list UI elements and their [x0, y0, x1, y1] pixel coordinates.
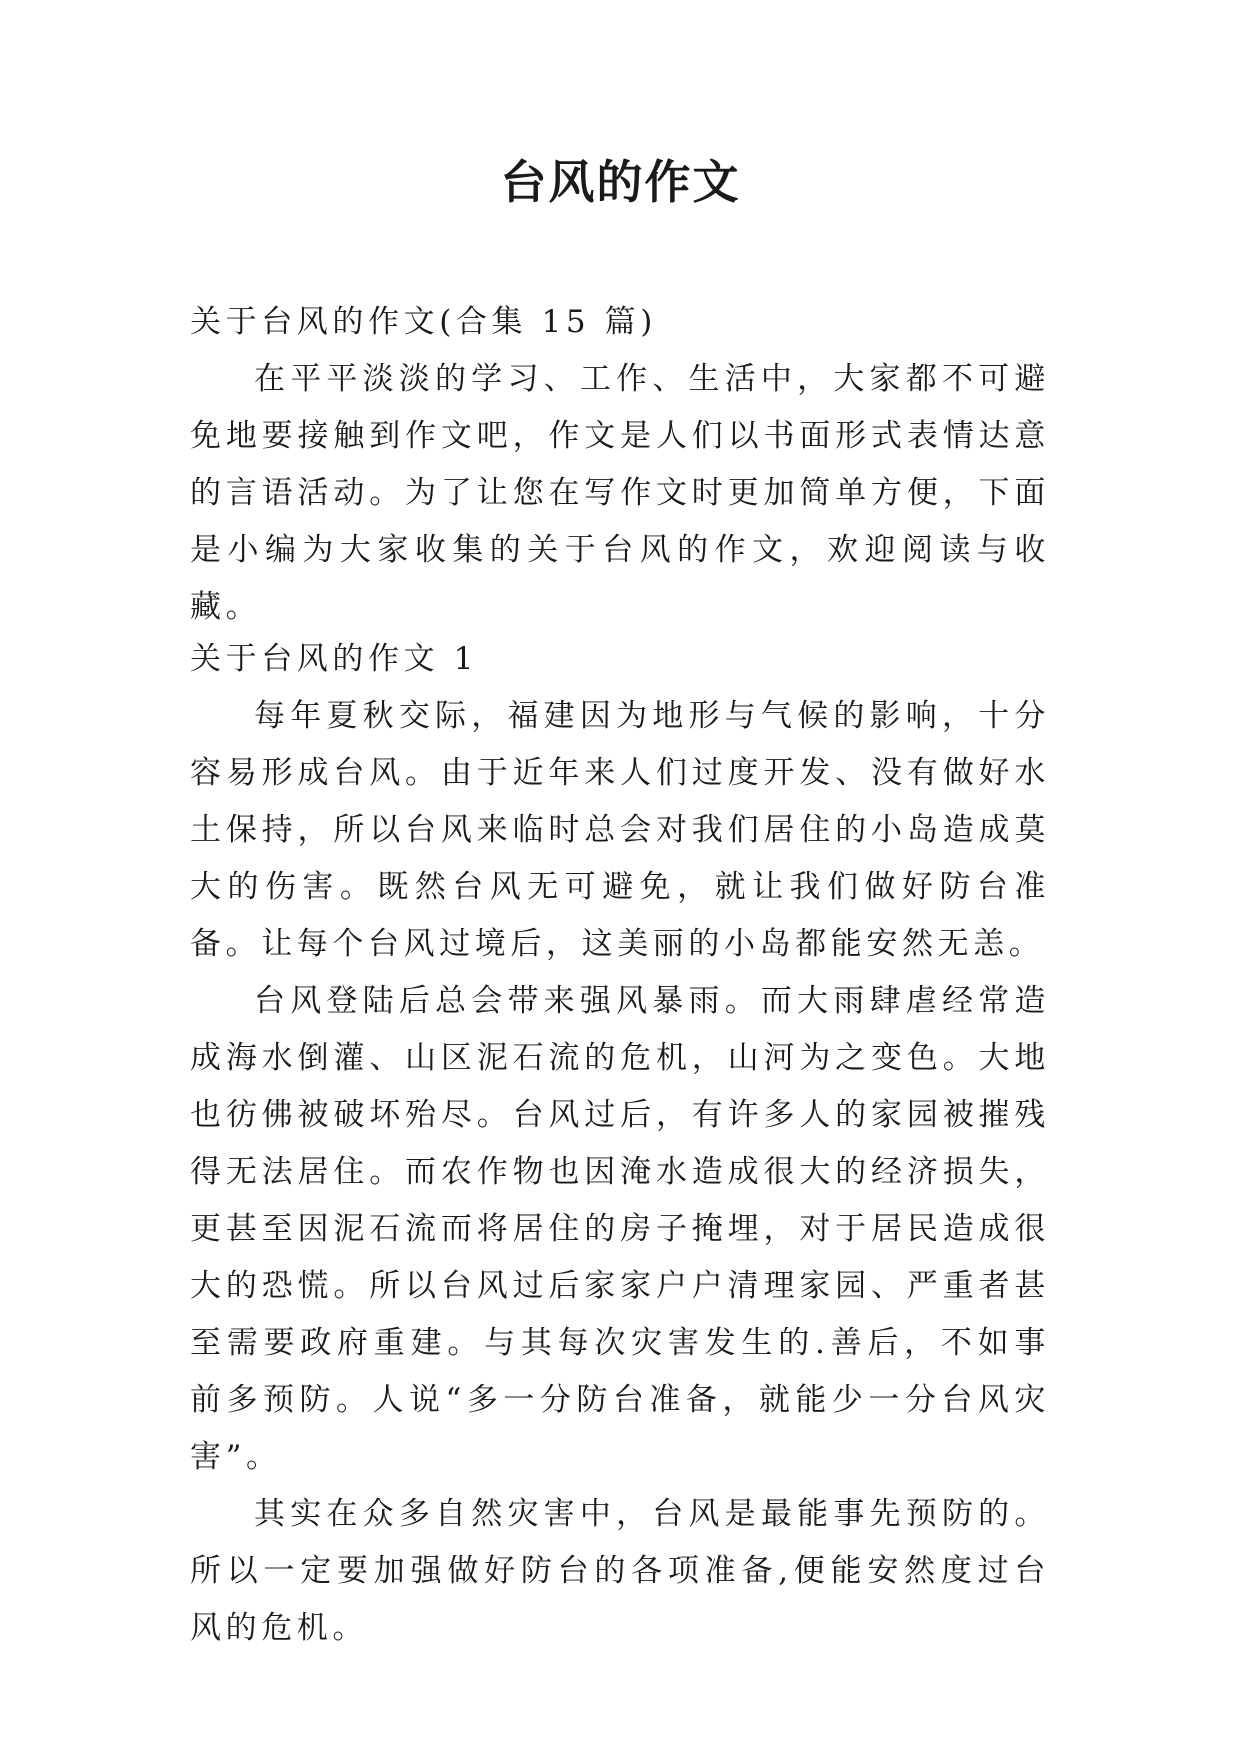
intro-block — [190, 294, 1050, 636]
essay-paragraph: 台风登陆后总会带来强风暴雨。而大雨肆虐经常造成海水倒灌、山区泥石流的危机，山河为之变色。大地也彷佛被破坏殆尽。台风过后，有许多人的家园被摧残得无法居住。而农作物也因淹水造成很大的经济损失，更甚至因泥石流而将居住的房子掩埋，对于居民造成很大的恐慌。所以台风过后家家户户清理家园、严重者甚至需要政府重建。与其每次灾害发生的.善后，不如事前多预防。人说“多一分防台准备，就能少一分台风灾害”。 — [190, 983, 1050, 1475]
essay-paragraph: 其实在众多自然灾害中，台风是最能事先预防的。所以一定要加强做好防台的各项准备,便能安然度过台风的危机。 — [190, 1496, 1050, 1646]
intro-paragraph: 在平平淡淡的学习、工作、生活中，大家都不可避免地要接触到作文吧，作文是人们以书面形式表情达意的言语活动。为了让您在写作文时更加简单方便，下面是小编为大家收集的关于台风的作文，欢迎阅读与收藏。 — [190, 361, 1050, 625]
essay-paragraph: 每年夏秋交际，福建因为地形与气候的影响，十分容易形成台风。由于近年来人们过度开发、没有做好水土保持，所以台风来临时总会对我们居住的小岛造成莫大的伤害。既然台风无可避免，就让我们做好防台准备。让每个台风过境后，这美丽的小岛都能安然无恙。 — [190, 698, 1050, 962]
essay-heading: 关于台风的作文 1 — [190, 641, 478, 677]
essay-section-1 — [190, 631, 1050, 1657]
collection-subtitle: 关于台风的作文(合集 15 篇) — [190, 304, 657, 340]
document-title: 台风的作文 — [500, 155, 741, 209]
